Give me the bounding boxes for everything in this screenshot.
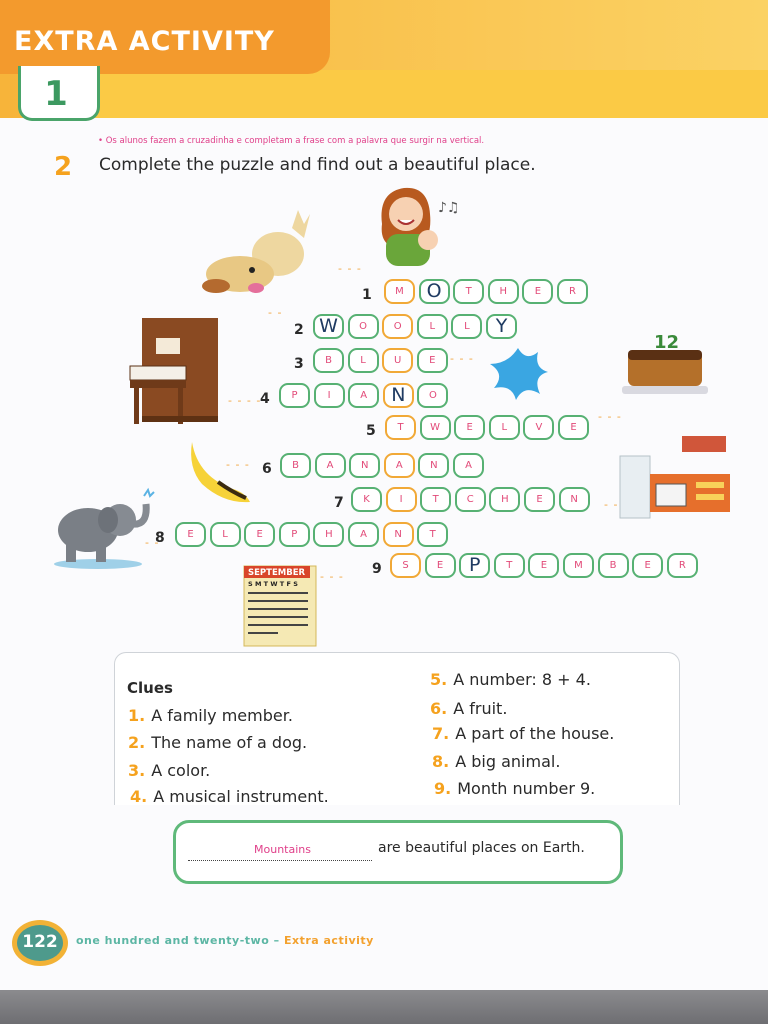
clue-text: A musical instrument.	[153, 787, 329, 806]
exercise-instruction: Complete the puzzle and find out a beautiful place.	[99, 155, 536, 175]
clue-text: A number: 8 + 4.	[453, 670, 591, 689]
clue-item	[430, 670, 591, 689]
clue-number: 8.	[432, 752, 450, 771]
birthday-cake-illustration	[620, 320, 710, 400]
connector-dashes: - - -	[320, 570, 344, 583]
puzzle-row-number: 5	[366, 423, 376, 439]
puzzle-cell[interactable]: R	[557, 279, 588, 304]
puzzle-cell[interactable]: U	[382, 348, 413, 373]
clue-text: A family member.	[151, 706, 293, 725]
connector-dashes: - -	[268, 306, 283, 319]
clue-text: A fruit.	[453, 699, 508, 718]
puzzle-row-number: 8	[155, 530, 165, 546]
calendar-days-header: S M T W T F S	[248, 580, 298, 588]
puzzle-cell[interactable]: S	[390, 553, 421, 578]
calendar-illustration	[240, 562, 320, 648]
clue-item	[434, 779, 595, 798]
puzzle-cell[interactable]: I	[314, 383, 345, 408]
clue-item	[432, 752, 560, 771]
puzzle-cell[interactable]: E	[454, 415, 485, 440]
clue-item	[128, 706, 293, 725]
answer-word: Mountains	[254, 843, 311, 856]
puzzle-cell[interactable]: L	[451, 314, 482, 339]
puzzle-cell[interactable]: C	[455, 487, 486, 512]
puzzle-cell[interactable]: O	[382, 314, 413, 339]
puzzle-cell[interactable]: E	[522, 279, 553, 304]
elephant-illustration	[48, 486, 158, 570]
dog-illustration	[200, 208, 312, 300]
puzzle-row-number: 7	[334, 495, 344, 511]
calendar-month: SEPTEMBER	[248, 568, 306, 578]
page-number: 122	[22, 932, 58, 952]
piano-illustration	[126, 316, 222, 432]
clue-number: 1.	[128, 706, 146, 725]
puzzle-cell[interactable]: E	[528, 553, 559, 578]
connector-dashes: - - -	[338, 262, 362, 275]
clue-number: 2.	[128, 733, 146, 752]
puzzle-cell[interactable]: O	[417, 383, 448, 408]
puzzle-cell[interactable]: H	[489, 487, 520, 512]
clues-title: Clues	[127, 679, 173, 697]
connector-dashes: - - -	[598, 410, 622, 423]
puzzle-row-number: 1	[362, 287, 372, 303]
puzzle-cell[interactable]: B	[313, 348, 344, 373]
puzzle-cell[interactable]: A	[315, 453, 346, 478]
clue-number: 6.	[430, 699, 448, 718]
puzzle-cell[interactable]: L	[210, 522, 241, 547]
teacher-note: • Os alunos fazem a cruzadinha e completam a frase com a palavra que surgir na vertical.	[98, 136, 485, 146]
page-title: EXTRA ACTIVITY	[14, 26, 275, 57]
clue-item	[130, 787, 329, 806]
puzzle-cell[interactable]: M	[563, 553, 594, 578]
puzzle-cell[interactable]: E	[244, 522, 275, 547]
kitchen-illustration	[616, 434, 734, 524]
footer-page-words: one hundred and twenty-two –	[76, 934, 280, 947]
clue-number: 4.	[130, 787, 148, 806]
puzzle-cell[interactable]: H	[488, 279, 519, 304]
clue-item	[128, 733, 307, 752]
clue-text: The name of a dog.	[151, 733, 308, 752]
connector-dashes: - -	[604, 498, 619, 511]
clue-item	[430, 699, 507, 718]
puzzle-cell[interactable]: N	[418, 453, 449, 478]
puzzle-cell[interactable]: E	[632, 553, 663, 578]
clue-number: 9.	[434, 779, 452, 798]
puzzle-cell[interactable]: K	[351, 487, 382, 512]
puzzle-cell[interactable]: R	[667, 553, 698, 578]
puzzle-cell[interactable]: A	[384, 453, 415, 478]
puzzle-cell[interactable]: H	[313, 522, 344, 547]
puzzle-cell[interactable]: N	[559, 487, 590, 512]
puzzle-cell[interactable]: M	[384, 279, 415, 304]
cake-number: 12	[654, 332, 680, 353]
connector-dashes: - - -	[450, 352, 474, 365]
clue-number: 5.	[430, 670, 448, 689]
puzzle-cell[interactable]: E	[175, 522, 206, 547]
clue-number: 7.	[432, 724, 450, 743]
footer-section: Extra activity	[283, 934, 374, 947]
puzzle-row-number: 6	[262, 461, 272, 477]
puzzle-row-number: 9	[372, 561, 382, 577]
mother-illustration	[368, 184, 460, 268]
puzzle-cell[interactable]: L	[348, 348, 379, 373]
puzzle-cell[interactable]: T	[417, 522, 448, 547]
puzzle-cell[interactable]: L	[489, 415, 520, 440]
footer-text	[76, 934, 374, 947]
exercise-number: 2	[54, 152, 73, 182]
puzzle-cell[interactable]: E	[524, 487, 555, 512]
puzzle-row-number: 3	[294, 356, 304, 372]
unit-number: 1	[44, 74, 68, 114]
puzzle-cell[interactable]: E	[558, 415, 589, 440]
clue-number: 3.	[128, 761, 146, 780]
puzzle-cell[interactable]: L	[417, 314, 448, 339]
connector-dashes: - - -	[226, 458, 250, 471]
puzzle-cell[interactable]: V	[523, 415, 554, 440]
clue-text: Month number 9.	[457, 779, 596, 798]
clue-item	[128, 761, 210, 780]
answer-sentence: are beautiful places on Earth.	[378, 840, 585, 856]
clue-item	[432, 724, 614, 743]
puzzle-cell[interactable]: W	[313, 314, 344, 339]
puzzle-cell[interactable]: B	[598, 553, 629, 578]
svg-text:♪♫: ♪♫	[438, 200, 460, 216]
puzzle-cell[interactable]: B	[280, 453, 311, 478]
clue-text: A big animal.	[455, 752, 561, 771]
puzzle-cell[interactable]: O	[348, 314, 379, 339]
puzzle-cell[interactable]: P	[279, 383, 310, 408]
puzzle-cell[interactable]: E	[417, 348, 448, 373]
puzzle-cell[interactable]: T	[385, 415, 416, 440]
puzzle-cell[interactable]: P	[459, 553, 490, 578]
connector-dashes: - -	[145, 536, 160, 549]
puzzle-cell[interactable]: T	[453, 279, 484, 304]
puzzle-cell[interactable]: W	[420, 415, 451, 440]
header-light-band	[90, 70, 768, 118]
bottom-strip	[0, 990, 768, 1024]
puzzle-cell[interactable]: N	[383, 383, 414, 408]
puzzle-cell[interactable]: N	[349, 453, 380, 478]
puzzle-cell[interactable]: I	[386, 487, 417, 512]
puzzle-row-number: 2	[294, 322, 304, 338]
clue-text: A part of the house.	[455, 724, 615, 743]
puzzle-cell[interactable]: A	[348, 522, 379, 547]
puzzle-row-number: 4	[260, 391, 270, 407]
puzzle-cell[interactable]: Y	[486, 314, 517, 339]
puzzle-cell[interactable]: E	[425, 553, 456, 578]
banana-illustration	[184, 438, 256, 510]
blue-paint-splash-illustration	[488, 344, 550, 402]
puzzle-cell[interactable]: A	[348, 383, 379, 408]
puzzle-cell[interactable]: P	[279, 522, 310, 547]
puzzle-cell[interactable]: O	[419, 279, 450, 304]
connector-dashes: - - - -	[228, 394, 262, 407]
puzzle-cell[interactable]: T	[420, 487, 451, 512]
puzzle-cell[interactable]: A	[453, 453, 484, 478]
puzzle-cell[interactable]: T	[494, 553, 525, 578]
clue-text: A color.	[151, 761, 211, 780]
puzzle-cell[interactable]: N	[383, 522, 414, 547]
